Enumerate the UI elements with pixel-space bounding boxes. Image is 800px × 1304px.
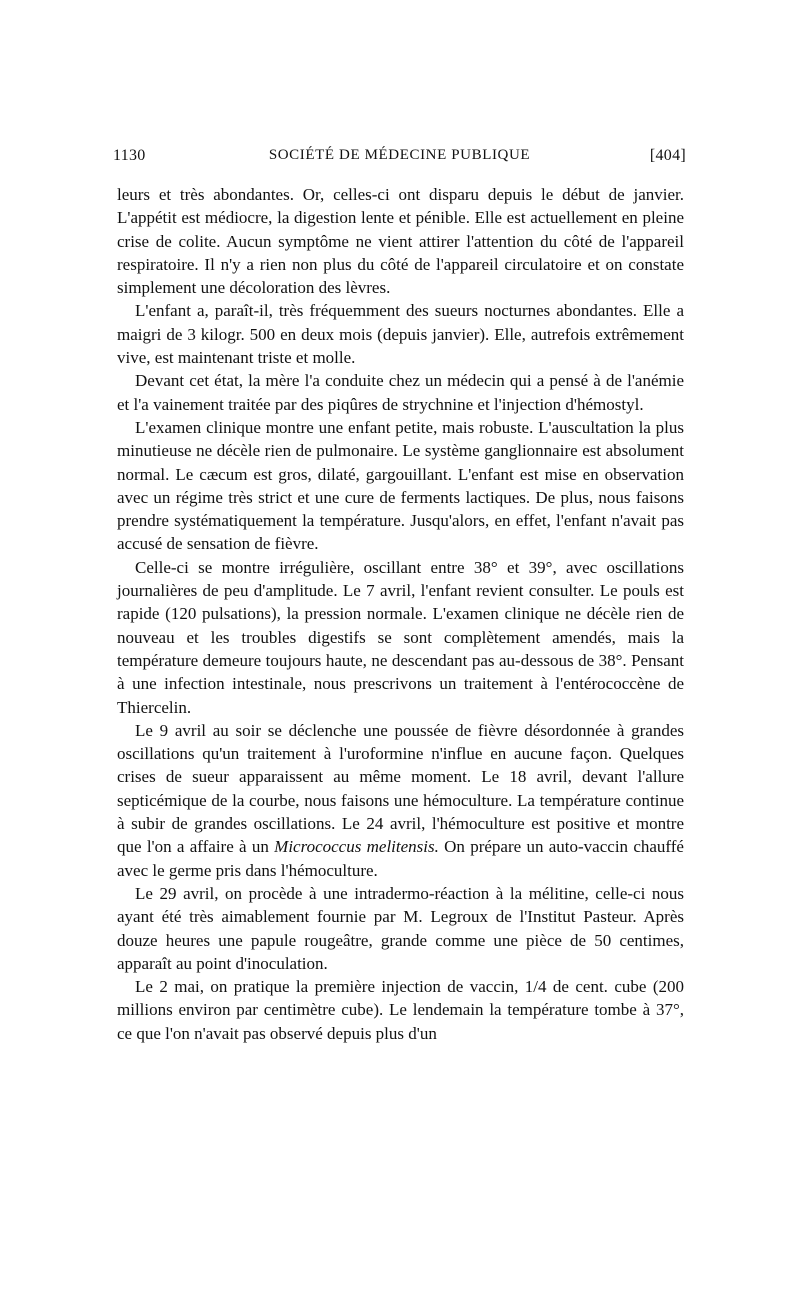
bracket-page-number: [404] bbox=[649, 147, 686, 164]
paragraph: L'enfant a, paraît-il, très fréquemment des sueurs nocturnes abondantes. Elle a maigri de 3 kilogr. 500 en deux mois (depuis janvier). Elle, autrefois extrêmement vive, est maintenant triste et molle. bbox=[117, 301, 684, 368]
paragraph: Devant cet état, la mère l'a conduite chez un médecin qui a pensé à de l'anémie et l'a vainement traitée par des piqûres de strychnine et l'injection d'hémostyl. bbox=[117, 371, 684, 414]
italic-species-name: Micrococcus melitensis. bbox=[274, 837, 439, 857]
paragraph-text: On prépare un auto-vaccin chauffé avec le germe pris dans l'hémoculture. bbox=[117, 837, 684, 880]
paragraph bbox=[117, 719, 684, 882]
paragraph: L'examen clinique montre une enfant petite, mais robuste. L'auscultation la plus minutieuse ne décèle rien de pulmonaire. Le système ganglionnaire est absolument normal. Le cæcum est gros, dilaté, gargouillant. L'enfant est mise en observation avec un régime très strict et une cure de ferments lactiques. De plus, nous faisons prendre systématiquement la température. Jusqu'alors, en effet, l'enfant n'avait pas accusé de sensation de fièvre. bbox=[117, 417, 684, 554]
body-text bbox=[117, 183, 684, 1045]
running-title: SOCIÉTÉ DE MÉDECINE PUBLIQUE bbox=[268, 147, 531, 163]
paragraph: Le 2 mai, on pratique la première injection de vaccin, 1/4 de cent. cube (200 millions environ par centimètre cube). Le lendemain la température tombe à 37°, ce que l'on n'avait pas observé depuis plus d'un bbox=[117, 977, 684, 1043]
paragraph-text: Le 9 avril au soir se déclenche une poussée de fièvre désordonnée à grandes oscillations qu'un traitement à l'uroformine n'influe en aucune façon. Quelques crises de sueur apparaissent au même moment. Le 18 avril, devant l'allure septicémique de la courbe, nous faisons une hémoculture. La température continue à subir de grandes oscillations. Le 24 avril, l'hémoculture est positive et montre que l'on a affaire à un bbox=[117, 720, 684, 857]
paragraph: Le 29 avril, on procède à une intradermo-réaction à la mélitine, celle-ci nous ayant été très aimablement fournie par M. Legroux de l'Institut Pasteur. Après douze heures une papule rougeâtre, grande comme une pièce de 50 centimes, apparaît au point d'inoculation. bbox=[117, 883, 684, 973]
paragraph: leurs et très abondantes. Or, celles-ci ont disparu depuis le début de janvier. L'appétit est médiocre, la digestion lente et pénible. Elle est actuellement en pleine crise de colite. Aucun symptôme ne vient attirer l'attention du côté de l'appareil respiratoire. Il n'y a rien non plus du côté de l'appareil circulatoire et on constate simplement une décoloration des lèvres. bbox=[117, 185, 684, 298]
page-number: 1130 bbox=[113, 147, 146, 164]
running-head bbox=[113, 147, 686, 173]
paragraph: Celle-ci se montre irrégulière, oscillant entre 38° et 39°, avec oscillations journalières de peu d'amplitude. Le 7 avril, l'enfant revient consulter. Le pouls est rapide (120 pulsations), la pression normale. L'examen clinique ne décèle rien de nouveau et les troubles digestifs se sont complètement amendés, mais la température demeure toujours haute, ne descendant pas au-dessous de 38°. Pensant à une infection intestinale, nous prescrivons un traitement à l'entérococcène de Thiercelin. bbox=[117, 557, 684, 717]
